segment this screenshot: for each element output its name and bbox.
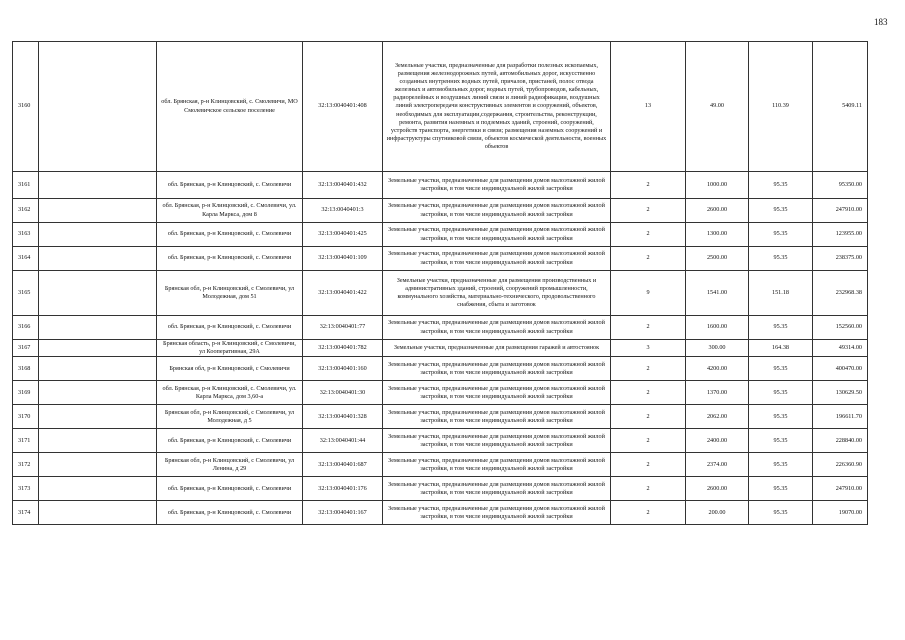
table-row	[13, 453, 868, 477]
group-cell: 2	[611, 247, 686, 271]
land-use-cell: Земельные участки, предназначенные для размещения домов малоэтажной жилой застройки, в том числе индивидуальной жилой застройки	[383, 477, 611, 501]
table-row	[13, 199, 868, 223]
location-cell: обл. Брянская, р-н Клинцовский, с. Смолевичи, МО Смолевичское сельское поселение	[157, 42, 303, 172]
land-use-cell: Земельные участки, предназначенные для размещения домов малоэтажной жилой застройки, в том числе индивидуальной жилой застройки	[383, 429, 611, 453]
group-cell: 2	[611, 357, 686, 381]
cadastral-value-cell: 152560.00	[813, 316, 868, 340]
group-cell: 2	[611, 405, 686, 429]
blank-cell	[39, 340, 157, 357]
group-cell: 2	[611, 453, 686, 477]
location-cell: Брянская обл, р-н Клинцовский, с Смолевичи, ул Молодежная, дом 51	[157, 271, 303, 316]
rate-cell: 151.18	[749, 271, 813, 316]
location-cell: обл. Брянская, р-н Клинцовский, с. Смолевичи	[157, 429, 303, 453]
group-cell: 2	[611, 199, 686, 223]
blank-cell	[39, 501, 157, 525]
area-cell: 200.00	[686, 501, 749, 525]
row-number: 3160	[13, 42, 39, 172]
area-cell: 2600.00	[686, 199, 749, 223]
cadastral-value-cell: 226360.90	[813, 453, 868, 477]
blank-cell	[39, 453, 157, 477]
cadastral-value-cell: 400470.00	[813, 357, 868, 381]
cadastral-value-cell: 228840.00	[813, 429, 868, 453]
area-cell: 2500.00	[686, 247, 749, 271]
area-cell: 2400.00	[686, 429, 749, 453]
land-use-cell: Земельные участки, предназначенные для размещения домов малоэтажной жилой застройки, в том числе индивидуальной жилой застройки	[383, 405, 611, 429]
cadastral-value-cell: 19070.00	[813, 501, 868, 525]
rate-cell: 95.35	[749, 453, 813, 477]
rate-cell: 95.35	[749, 316, 813, 340]
cadastral-number-cell: 32:13:0040401:422	[303, 271, 383, 316]
blank-cell	[39, 381, 157, 405]
location-cell: обл. Брянская, р-н Клинцовский, с. Смолевичи	[157, 501, 303, 525]
blank-cell	[39, 199, 157, 223]
blank-cell	[39, 405, 157, 429]
cadastral-number-cell: 32:13:0040401:44	[303, 429, 383, 453]
table-row	[13, 381, 868, 405]
land-use-cell: Земельные участки, предназначенные для размещения домов малоэтажной жилой застройки, в том числе индивидуальной жилой застройки	[383, 357, 611, 381]
location-cell: обл. Брянская, р-н Клинцовский, с. Смолевичи	[157, 247, 303, 271]
table-row	[13, 405, 868, 429]
cadastral-value-cell: 232968.38	[813, 271, 868, 316]
area-cell: 2062.00	[686, 405, 749, 429]
group-cell: 9	[611, 271, 686, 316]
location-cell: обл. Брянская, р-н Клинцовский, с. Смолевичи	[157, 223, 303, 247]
group-cell: 2	[611, 223, 686, 247]
cadastral-number-cell: 32:13:0040401:687	[303, 453, 383, 477]
land-registry-table	[12, 41, 868, 525]
area-cell: 1600.00	[686, 316, 749, 340]
cadastral-number-cell: 32:13:0040401:782	[303, 340, 383, 357]
location-cell: обл. Брянская, р-н Клинцовский, с. Смолевичи, ул. Карла Маркса, дом 8	[157, 199, 303, 223]
cadastral-number-cell: 32:13:0040401:3	[303, 199, 383, 223]
table-row	[13, 316, 868, 340]
rate-cell: 95.35	[749, 477, 813, 501]
land-use-cell: Земельные участки, предназначенные для размещения гаражей и автостоянок	[383, 340, 611, 357]
rate-cell: 95.35	[749, 501, 813, 525]
table-row	[13, 42, 868, 172]
row-number: 3172	[13, 453, 39, 477]
land-use-cell: Земельные участки, предназначенные для размещения домов малоэтажной жилой застройки, в том числе индивидуальной жилой застройки	[383, 247, 611, 271]
location-cell: Брянская обл, р-н Клинцовский, с Смолевичи, ул Молодежная, д 5	[157, 405, 303, 429]
land-use-cell: Земельные участки, предназначенные для размещения домов малоэтажной жилой застройки, в том числе индивидуальной жилой застройки	[383, 223, 611, 247]
location-cell: обл. Брянская, р-н Клинцовский, с. Смолевичи	[157, 172, 303, 199]
cadastral-number-cell: 32:13:0040401:167	[303, 501, 383, 525]
location-cell: обл. Брянская, р-н Клинцовский, с. Смолевичи	[157, 316, 303, 340]
table-row	[13, 271, 868, 316]
group-cell: 2	[611, 477, 686, 501]
cadastral-number-cell: 32:13:0040401:425	[303, 223, 383, 247]
row-number: 3165	[13, 271, 39, 316]
table-row	[13, 357, 868, 381]
location-cell: Брянская обл, р-н Клинцовский, с Смолевичи	[157, 357, 303, 381]
group-cell: 2	[611, 381, 686, 405]
blank-cell	[39, 357, 157, 381]
cadastral-number-cell: 32:13:0040401:30	[303, 381, 383, 405]
land-use-cell: Земельные участки, предназначенные для размещения домов малоэтажной жилой застройки, в том числе индивидуальной жилой застройки	[383, 172, 611, 199]
area-cell: 1541.00	[686, 271, 749, 316]
location-cell: Брянская обл, р-н Клинцовский, с Смолевичи, ул Ленина, д 29	[157, 453, 303, 477]
cadastral-value-cell: 123955.00	[813, 223, 868, 247]
page-number: 183	[874, 17, 888, 27]
row-number: 3161	[13, 172, 39, 199]
rate-cell: 95.35	[749, 429, 813, 453]
cadastral-value-cell: 95350.00	[813, 172, 868, 199]
group-cell: 2	[611, 501, 686, 525]
rate-cell: 95.35	[749, 223, 813, 247]
row-number: 3166	[13, 316, 39, 340]
land-use-cell: Земельные участки, предназначенные для размещения домов малоэтажной жилой застройки, в том числе индивидуальной жилой застройки	[383, 501, 611, 525]
rate-cell: 110.39	[749, 42, 813, 172]
blank-cell	[39, 429, 157, 453]
group-cell: 2	[611, 316, 686, 340]
row-number: 3168	[13, 357, 39, 381]
table-row	[13, 501, 868, 525]
land-use-cell: Земельные участки, предназначенные для размещения домов малоэтажной жилой застройки, в том числе индивидуальной жилой застройки	[383, 199, 611, 223]
area-cell: 2600.00	[686, 477, 749, 501]
row-number: 3174	[13, 501, 39, 525]
rate-cell: 95.35	[749, 405, 813, 429]
location-cell: Брянская область, р-н Клинцовский, с Смолевичи, ул Кооперативная, 29А	[157, 340, 303, 357]
area-cell: 4200.00	[686, 357, 749, 381]
row-number: 3169	[13, 381, 39, 405]
blank-cell	[39, 223, 157, 247]
area-cell: 2374.00	[686, 453, 749, 477]
cadastral-number-cell: 32:13:0040401:408	[303, 42, 383, 172]
cadastral-number-cell: 32:13:0040401:176	[303, 477, 383, 501]
cadastral-number-cell: 32:13:0040401:160	[303, 357, 383, 381]
table-row	[13, 340, 868, 357]
land-use-cell: Земельные участки, предназначенные для размещения домов малоэтажной жилой застройки, в том числе индивидуальной жилой застройки	[383, 381, 611, 405]
row-number: 3163	[13, 223, 39, 247]
blank-cell	[39, 42, 157, 172]
table-row	[13, 477, 868, 501]
table-row	[13, 247, 868, 271]
cadastral-number-cell: 32:13:0040401:109	[303, 247, 383, 271]
row-number: 3173	[13, 477, 39, 501]
group-cell: 2	[611, 172, 686, 199]
land-use-cell: Земельные участки, предназначенные для разработки полезных ископаемых, размещения железнодорожных путей, автомобильных дорог, искусственно созданных внутренних водных путей, причалов, пристаней, полос отвода железных и автомобильных дорог, водных путей, трубопроводов, кабельных, радиорелейных и воздушных линий связи и линий радиофикации, воздушных линий электропередачи конструктивных элементов и сооружений, объектов, необходимых для эксплуатации,содержания, строительства, реконструкции, ремонта, развития наземных и подземных зданий, строений, сооружений, устройств транспорта, энергетики и связи; размещения наземных сооружений и инфраструктуры спутниковой связи, объектов космической деятельности, военных объектов	[383, 42, 611, 172]
blank-cell	[39, 316, 157, 340]
area-cell: 1000.00	[686, 172, 749, 199]
row-number: 3164	[13, 247, 39, 271]
table-row	[13, 429, 868, 453]
rate-cell: 95.35	[749, 357, 813, 381]
rate-cell: 95.35	[749, 199, 813, 223]
table-row	[13, 223, 868, 247]
location-cell: обл. Брянская, р-н Клинцовский, с. Смолевичи	[157, 477, 303, 501]
rate-cell: 95.35	[749, 381, 813, 405]
blank-cell	[39, 271, 157, 316]
group-cell: 13	[611, 42, 686, 172]
blank-cell	[39, 477, 157, 501]
blank-cell	[39, 247, 157, 271]
cadastral-value-cell: 247910.00	[813, 477, 868, 501]
cadastral-number-cell: 32:13:0040401:328	[303, 405, 383, 429]
area-cell: 1370.00	[686, 381, 749, 405]
cadastral-value-cell: 238375.00	[813, 247, 868, 271]
group-cell: 2	[611, 429, 686, 453]
location-cell: обл. Брянская, р-н Клинцовский, с. Смолевичи, ул. Карла Маркса, дом 3,60-а	[157, 381, 303, 405]
cadastral-number-cell: 32:13:0040401:77	[303, 316, 383, 340]
row-number: 3170	[13, 405, 39, 429]
row-number: 3162	[13, 199, 39, 223]
row-number: 3167	[13, 340, 39, 357]
cadastral-value-cell: 130629.50	[813, 381, 868, 405]
table-row	[13, 172, 868, 199]
rate-cell: 164.38	[749, 340, 813, 357]
cadastral-number-cell: 32:13:0040401:432	[303, 172, 383, 199]
cadastral-value-cell: 247910.00	[813, 199, 868, 223]
rate-cell: 95.35	[749, 172, 813, 199]
area-cell: 1300.00	[686, 223, 749, 247]
row-number: 3171	[13, 429, 39, 453]
group-cell: 3	[611, 340, 686, 357]
land-use-cell: Земельные участки, предназначенные для размещения домов малоэтажной жилой застройки, в том числе индивидуальной жилой застройки	[383, 316, 611, 340]
area-cell: 300.00	[686, 340, 749, 357]
cadastral-value-cell: 49314.00	[813, 340, 868, 357]
cadastral-value-cell: 5409.11	[813, 42, 868, 172]
area-cell: 49.00	[686, 42, 749, 172]
land-use-cell: Земельные участки, предназначенные для размещения производственных и административных зданий, строений, сооружений промышленности, коммунального хозяйства, материально-технического, продовольственного снабжения, сбыта и заготовок	[383, 271, 611, 316]
rate-cell: 95.35	[749, 247, 813, 271]
land-use-cell: Земельные участки, предназначенные для размещения домов малоэтажной жилой застройки, в том числе индивидуальной жилой застройки	[383, 453, 611, 477]
cadastral-value-cell: 196611.70	[813, 405, 868, 429]
blank-cell	[39, 172, 157, 199]
